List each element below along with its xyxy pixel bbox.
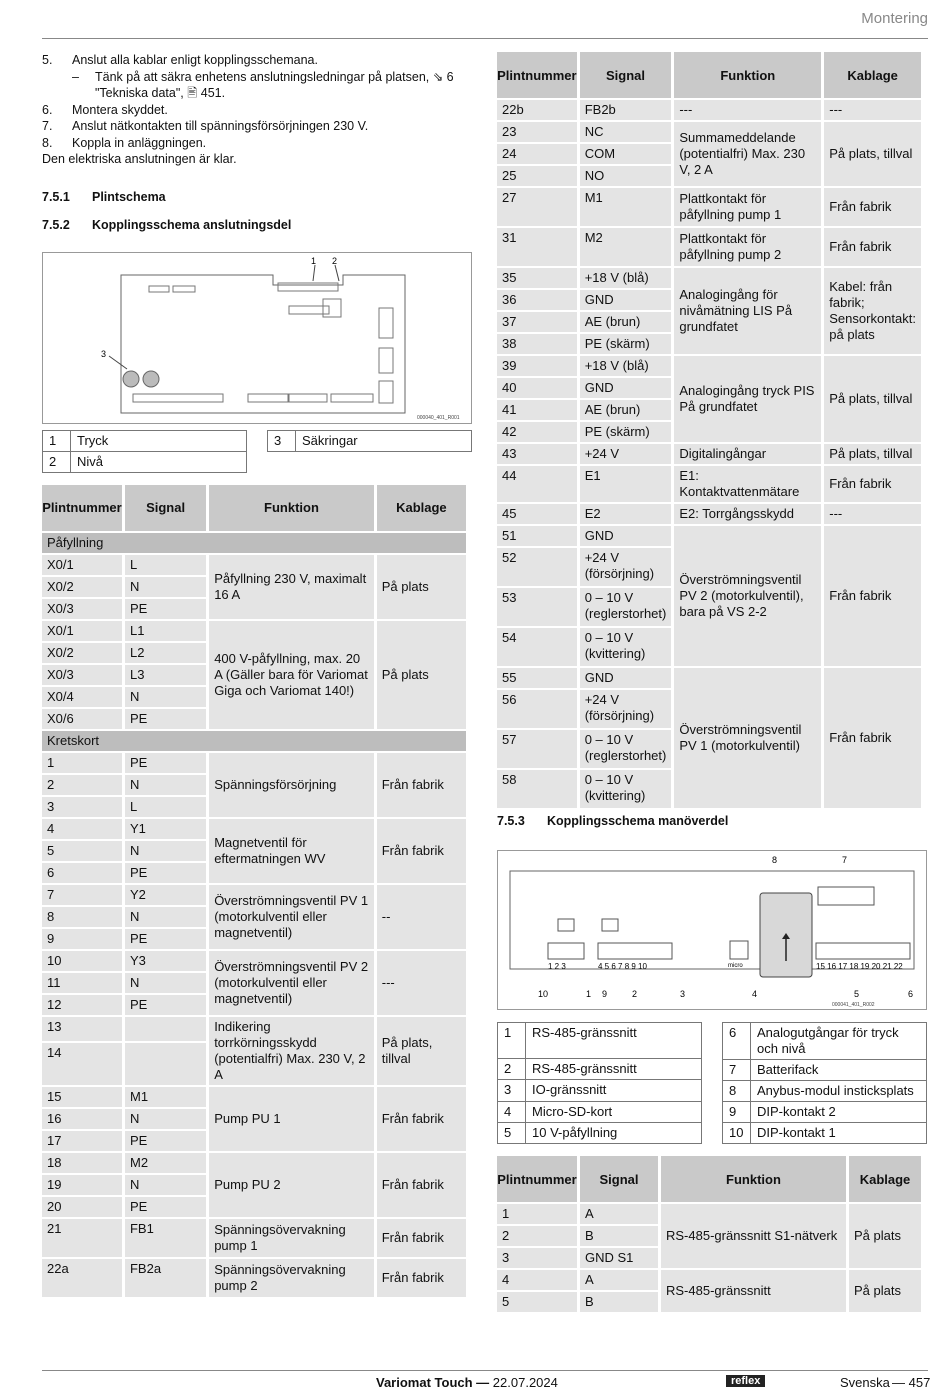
table-row: 2 B: [497, 1226, 921, 1246]
table-row: 55 GND Överströmningsventil PV 1 (motorkulventil) Från fabrik: [497, 668, 921, 688]
column-header: Kablage: [377, 485, 466, 531]
cabling-cell: Från fabrik: [824, 668, 921, 808]
table-row: X0/3 L3: [42, 665, 466, 685]
table-row: 57 0 – 10 V (reglerstorhet): [497, 730, 921, 768]
table-row: 52 +24 V (försörjning): [497, 548, 921, 586]
section-row: Påfyllning: [42, 533, 466, 553]
table-row: 53 0 – 10 V (reglerstorhet): [497, 588, 921, 626]
table-row: 22b FB2b --- ---: [497, 100, 921, 120]
svg-text:6: 6: [908, 989, 914, 999]
footer-rule: [42, 1370, 928, 1371]
function-cell: Påfyllning 230 V, maximalt 16 A: [209, 555, 374, 619]
column-header: Kablage: [849, 1156, 921, 1202]
legend-2: [497, 1022, 927, 1144]
function-cell: Magnetventil för eftermatningen WV: [209, 819, 374, 883]
table-row: 3 GND S1: [497, 1248, 921, 1268]
table-row: 17 PE: [42, 1131, 466, 1151]
cabling-cell: --: [377, 885, 466, 949]
cabling-cell: Från fabrik: [377, 1087, 466, 1151]
cabling-cell: Från fabrik: [377, 1259, 466, 1297]
instruction-item: – Tänk på att säkra enhetens anslutningsledningar på platsen, ⇘ 6 "Tekniska data", 🖹 451.: [72, 69, 454, 100]
heading-7-5-2: 7.5.2 Kopplingsschema anslutningsdel: [42, 217, 292, 232]
right-column: [497, 52, 927, 1314]
cabling-cell: På plats: [377, 621, 466, 729]
function-cell: Spänningsförsörjning: [209, 753, 374, 817]
instruction-item: 7. Anslut nätkontakten till spänningsförsörjningen 230 V.: [42, 119, 369, 133]
legend-item: 1 RS-485-gränssnitt: [498, 1023, 702, 1059]
header-rule: [42, 38, 928, 39]
legend-item: 2 RS-485-gränssnitt: [498, 1059, 702, 1080]
column-header: Funktion: [661, 1156, 846, 1202]
running-header: Montering: [861, 10, 928, 27]
table-row: 22a FB2a Spänningsövervakning pump 2 Från fabrik: [42, 1259, 466, 1297]
fig2-sd-label: micro: [728, 963, 743, 969]
function-cell: Plattkontakt för påfyllning pump 1: [674, 188, 821, 226]
svg-text:4: 4: [752, 989, 758, 999]
table-row: 1 PE Spänningsförsörjning Från fabrik: [42, 753, 466, 773]
instruction-list: [42, 52, 472, 168]
function-cell: E2: Torrgångsskydd: [674, 504, 821, 524]
table-row: 8 N: [42, 907, 466, 927]
table-row: 24 COM: [497, 144, 921, 164]
function-cell: Pump PU 1: [209, 1087, 374, 1151]
table-row: 5 N: [42, 841, 466, 861]
table-row: 7 Y2 Överströmningsventil PV 1 (motorkulventil eller magnetventil) --: [42, 885, 466, 905]
table-row: 25 NO: [497, 166, 921, 186]
cabling-cell: På plats, tillval: [824, 356, 921, 442]
footer-doc: Variomat Touch — 22.07.2024: [376, 1375, 558, 1390]
cabling-cell: Från fabrik: [377, 1153, 466, 1217]
table-row: 4 Y1 Magnetventil för eftermatningen WV Från fabrik: [42, 819, 466, 839]
legend-item: 10 DIP-kontakt 1: [723, 1123, 927, 1144]
column-header: Plintnummer: [497, 1156, 577, 1202]
table-row: 43 +24 V Digitalingångar På plats, tillval: [497, 444, 921, 464]
cabling-cell: På plats, tillval: [824, 122, 921, 186]
function-cell: ---: [674, 100, 821, 120]
fig2-terminals-c: 15 16 17 18 19 20 21 22: [816, 962, 903, 971]
svg-text:3: 3: [680, 989, 686, 999]
table-row: 35 +18 V (blå) Analogingång för nivåmätning LIS På grundfatet Kabel: från fabrik; Sensorkontakt: på plats: [497, 268, 921, 288]
column-header: Plintnummer: [42, 485, 122, 531]
table-row: 44 E1 E1: Kontaktvattenmätare Från fabrik: [497, 466, 921, 502]
legend-item: 4 Micro-SD-kort: [498, 1101, 702, 1122]
svg-text:10: 10: [538, 989, 549, 999]
function-cell: Digitalingångar: [674, 444, 821, 464]
function-cell: Summameddelande (potentialfri) Max. 230 V, 2 A: [674, 122, 821, 186]
table-row: 27 M1 Plattkontakt för påfyllning pump 1 Från fabrik: [497, 188, 921, 226]
fig2-code: 000041_401_R002: [832, 1002, 875, 1008]
cabling-cell: Från fabrik: [377, 1219, 466, 1257]
table-row: 14: [42, 1043, 466, 1084]
column-header: Funktion: [674, 52, 821, 98]
footer-page: — 457: [892, 1375, 931, 1390]
table-row: 40 GND: [497, 378, 921, 398]
table-row: 18 M2 Pump PU 2 Från fabrik: [42, 1153, 466, 1173]
column-header: Signal: [580, 1156, 658, 1202]
table-row: 3 L: [42, 797, 466, 817]
svg-text:1: 1: [586, 989, 592, 999]
table-row: 10 Y3 Överströmningsventil PV 2 (motorkulventil eller magnetventil) ---: [42, 951, 466, 971]
cabling-cell: På plats: [849, 1204, 921, 1268]
cabling-cell: ---: [824, 100, 921, 120]
brand-logo: reflex: [726, 1375, 765, 1387]
legend-2-right: [722, 1022, 927, 1144]
table-row: 45 E2 E2: Torrgångsskydd ---: [497, 504, 921, 524]
cabling-cell: Från fabrik: [824, 228, 921, 266]
function-cell: Överströmningsventil PV 1 (motorkulventil): [674, 668, 821, 808]
terminal-table-right: [494, 50, 924, 810]
table-row: X0/6 PE: [42, 709, 466, 729]
legend-1: [42, 430, 472, 473]
table-row: 5 B: [497, 1292, 921, 1312]
table-row: 37 AE (brun): [497, 312, 921, 332]
column-header: Kablage: [824, 52, 921, 98]
table-row: 41 AE (brun): [497, 400, 921, 420]
function-cell: Överströmningsventil PV 1 (motorkulventil eller magnetventil): [209, 885, 374, 949]
legend-item: 3 IO-gränssnitt: [498, 1080, 702, 1101]
function-cell: RS-485-gränssnitt S1-nätverk: [661, 1204, 846, 1268]
function-cell: Plattkontakt för påfyllning pump 2: [674, 228, 821, 266]
svg-text:5: 5: [854, 989, 860, 999]
cabling-cell: På plats, tillval: [377, 1017, 466, 1085]
cabling-cell: Från fabrik: [824, 526, 921, 666]
table-row: X0/1 L Påfyllning 230 V, maximalt 16 A På plats: [42, 555, 466, 575]
table-row: 4 A RS-485-gränssnitt På plats: [497, 1270, 921, 1290]
function-cell: Överströmningsventil PV 2 (motorkulventil), bara på VS 2-2: [674, 526, 821, 666]
fig2-callout-7: 7: [842, 855, 848, 865]
table-row: 1 A RS-485-gränssnitt S1-nätverk På plats: [497, 1204, 921, 1224]
function-cell: RS-485-gränssnitt: [661, 1270, 846, 1312]
heading-7-5-1: 7.5.1 Plintschema: [42, 189, 166, 204]
table-row: 31 M2 Plattkontakt för påfyllning pump 2 Från fabrik: [497, 228, 921, 266]
legend-2-left: [497, 1022, 702, 1144]
table-row: 11 N: [42, 973, 466, 993]
legend-1-right: 3 Säkringar: [267, 430, 472, 452]
function-cell: Pump PU 2: [209, 1153, 374, 1217]
terminal-diagram-figure: [42, 252, 472, 424]
function-cell: Spänningsövervakning pump 1: [209, 1219, 374, 1257]
legend-item: 6 Analogutgångar för tryck och nivå: [723, 1023, 927, 1060]
table-row: 51 GND Överströmningsventil PV 2 (motorkulventil), bara på VS 2-2 Från fabrik: [497, 526, 921, 546]
table-row: 9 PE: [42, 929, 466, 949]
section-row: Kretskort: [42, 731, 466, 751]
table-row: X0/3 PE: [42, 599, 466, 619]
table-row: 42 PE (skärm): [497, 422, 921, 442]
fig1-callout-2: 2: [332, 255, 338, 266]
cabling-cell: Kabel: från fabrik; Sensorkontakt: på plats: [824, 268, 921, 354]
heading-7-5-3: 7.5.3 Kopplingsschema manöverdel: [497, 814, 729, 828]
table-row: X0/2 N: [42, 577, 466, 597]
column-header: Signal: [125, 485, 206, 531]
circuit-board-drawing: [43, 253, 471, 423]
cabling-cell: På plats: [849, 1270, 921, 1312]
cabling-cell: Från fabrik: [377, 819, 466, 883]
table-row: 54 0 – 10 V (kvittering): [497, 628, 921, 666]
control-diagram-figure: [497, 850, 927, 1010]
table-row: 13 Indikering torrkörningsskydd (potentialfri) Max. 230 V, 2 A På plats, tillval: [42, 1017, 466, 1042]
table-row: 20 PE: [42, 1197, 466, 1217]
fig1-callout-3: 3: [101, 348, 107, 359]
legend-1-left: 1 Tryck 2 Nivå: [42, 430, 247, 473]
footer-lang: Svenska: [840, 1375, 890, 1390]
table-row: 12 PE: [42, 995, 466, 1015]
cabling-cell: ---: [377, 951, 466, 1015]
fig1-code: 000040_401_R001: [417, 414, 460, 421]
svg-text:2: 2: [632, 989, 638, 999]
table-row: 56 +24 V (försörjning): [497, 690, 921, 728]
table-row: 36 GND: [497, 290, 921, 310]
instruction-item: Den elektriska anslutningen är klar.: [42, 152, 237, 166]
fig2-callout-8: 8: [772, 855, 778, 865]
svg-text:9: 9: [602, 989, 608, 999]
column-header: Signal: [580, 52, 672, 98]
function-cell: Överströmningsventil PV 2 (motorkulventil eller magnetventil): [209, 951, 374, 1015]
table-row: 21 FB1 Spänningsövervakning pump 1 Från fabrik: [42, 1219, 466, 1257]
instruction-item: 5. Anslut alla kablar enligt kopplingsschemana.: [42, 53, 318, 67]
function-cell: 400 V-påfyllning, max. 20 A (Gäller bara för Variomat Giga och Variomat 140!): [209, 621, 374, 729]
cabling-cell: Från fabrik: [824, 188, 921, 226]
fig2-terminals-a: 1 2 3: [548, 962, 566, 971]
table-row: X0/1 L1 400 V-påfyllning, max. 20 A (Gäller bara för Variomat Giga och Variomat 140!) På plats: [42, 621, 466, 641]
table-row: 23 NC Summameddelande (potentialfri) Max. 230 V, 2 A På plats, tillval: [497, 122, 921, 142]
table-row: 58 0 – 10 V (kvittering): [497, 770, 921, 808]
fig2-terminals-b: 4 5 6 7 8 9 10: [598, 962, 647, 971]
column-header: Funktion: [209, 485, 374, 531]
cabling-cell: På plats, tillval: [824, 444, 921, 464]
table-row: X0/4 N: [42, 687, 466, 707]
function-cell: Analogingång för nivåmätning LIS På grundfatet: [674, 268, 821, 354]
column-header: Plintnummer: [497, 52, 577, 98]
legend-item: 7 Batterifack: [723, 1060, 927, 1081]
control-board-drawing: [498, 851, 926, 1009]
instruction-item: 6. Montera skyddet.: [42, 102, 168, 117]
table-row: 16 N: [42, 1109, 466, 1129]
function-cell: Spänningsövervakning pump 2: [209, 1259, 374, 1297]
table-row: 38 PE (skärm): [497, 334, 921, 354]
table-row: 15 M1 Pump PU 1 Från fabrik: [42, 1087, 466, 1107]
legend-item: 9 DIP-kontakt 2: [723, 1102, 927, 1123]
instruction-item: 8. Koppla in anläggningen.: [42, 135, 207, 150]
cabling-cell: På plats: [377, 555, 466, 619]
function-cell: Analogingång tryck PIS På grundfatet: [674, 356, 821, 442]
table-row: 6 PE: [42, 863, 466, 883]
left-column: [42, 52, 472, 1299]
table-row: 39 +18 V (blå) Analogingång tryck PIS På grundfatet På plats, tillval: [497, 356, 921, 376]
table-row: X0/2 L2: [42, 643, 466, 663]
table-row: 2 N: [42, 775, 466, 795]
legend-item: 5 10 V-påfyllning: [498, 1122, 702, 1143]
function-cell: E1: Kontaktvattenmätare: [674, 466, 821, 502]
table-row: 19 N: [42, 1175, 466, 1195]
terminal-table-bottom: [494, 1154, 924, 1314]
cabling-cell: Från fabrik: [377, 753, 466, 817]
cabling-cell: Från fabrik: [824, 466, 921, 502]
fig1-callout-1: 1: [311, 255, 317, 266]
terminal-table-left: [39, 483, 469, 1299]
legend-item: 8 Anybus-modul insticksplats: [723, 1081, 927, 1102]
cabling-cell: ---: [824, 504, 921, 524]
function-cell: Indikering torrkörningsskydd (potentialfri) Max. 230 V, 2 A: [209, 1017, 374, 1085]
